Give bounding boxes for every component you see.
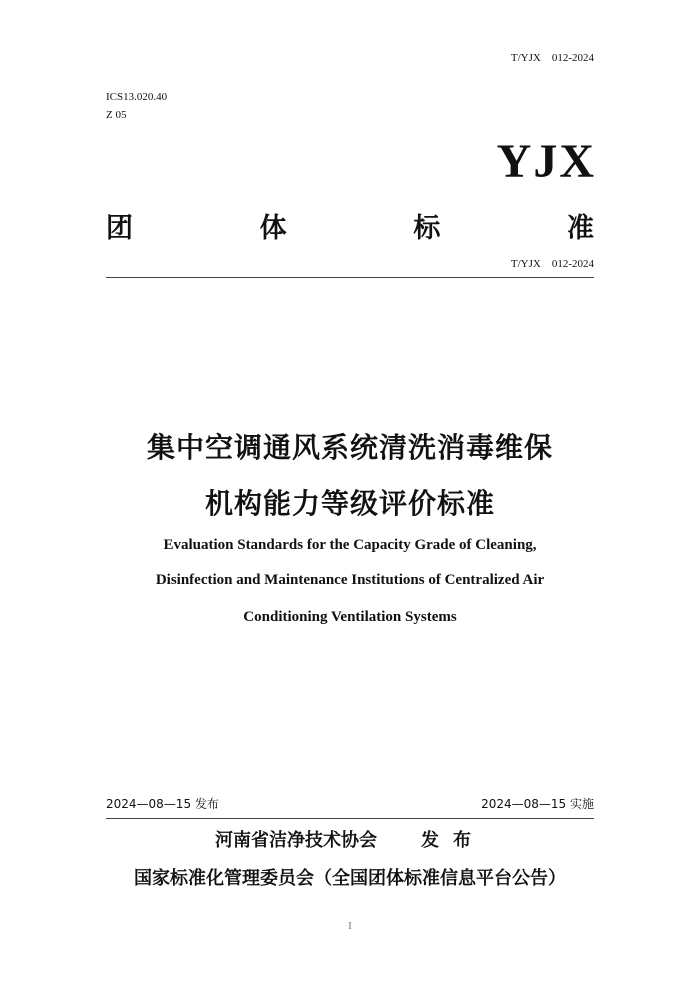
header-divider: [106, 277, 594, 278]
issue-label: 发布: [421, 830, 485, 851]
issuer-name: 河南省洁净技术协会: [215, 830, 377, 851]
footer-divider: [106, 818, 594, 819]
publisher-line: 国家标准化管理委员会（全国团体标准信息平台公告）: [134, 868, 566, 889]
yjx-logo: YJX: [496, 135, 596, 188]
implement-date: 2024—08—15 实施: [481, 797, 594, 811]
z-code: Z 05: [106, 109, 127, 121]
issuer-line: [0, 826, 700, 852]
standard-type-label: [106, 206, 594, 245]
page-number: I: [348, 920, 352, 932]
standard-char-3: 标: [413, 213, 441, 244]
publish-date: 2024—08—15 发布: [106, 797, 219, 811]
title-en-line-2: Disinfection and Maintenance Institutions of Centralized Air: [155, 572, 545, 588]
dates-row: [106, 795, 594, 812]
standard-code-bottom: T/YJX 012-2024: [510, 258, 594, 270]
title-en-line-1: Evaluation Standards for the Capacity Grade of Cleaning,: [163, 537, 537, 553]
standard-char-1: 团: [106, 213, 133, 244]
standard-code-top: T/YJX 012-2024: [510, 52, 594, 64]
ics-code: ICS13.020.40: [106, 91, 168, 103]
standard-char-4: 准: [566, 213, 594, 244]
title-cn-line-1: 集中空调通风系统清洗消毒维保: [146, 431, 553, 464]
title-cn-line-2: 机构能力等级评价标准: [204, 487, 495, 520]
standard-char-2: 体: [259, 213, 287, 244]
title-en-line-3: Conditioning Ventilation Systems: [243, 609, 457, 625]
classification-block: [106, 88, 167, 124]
